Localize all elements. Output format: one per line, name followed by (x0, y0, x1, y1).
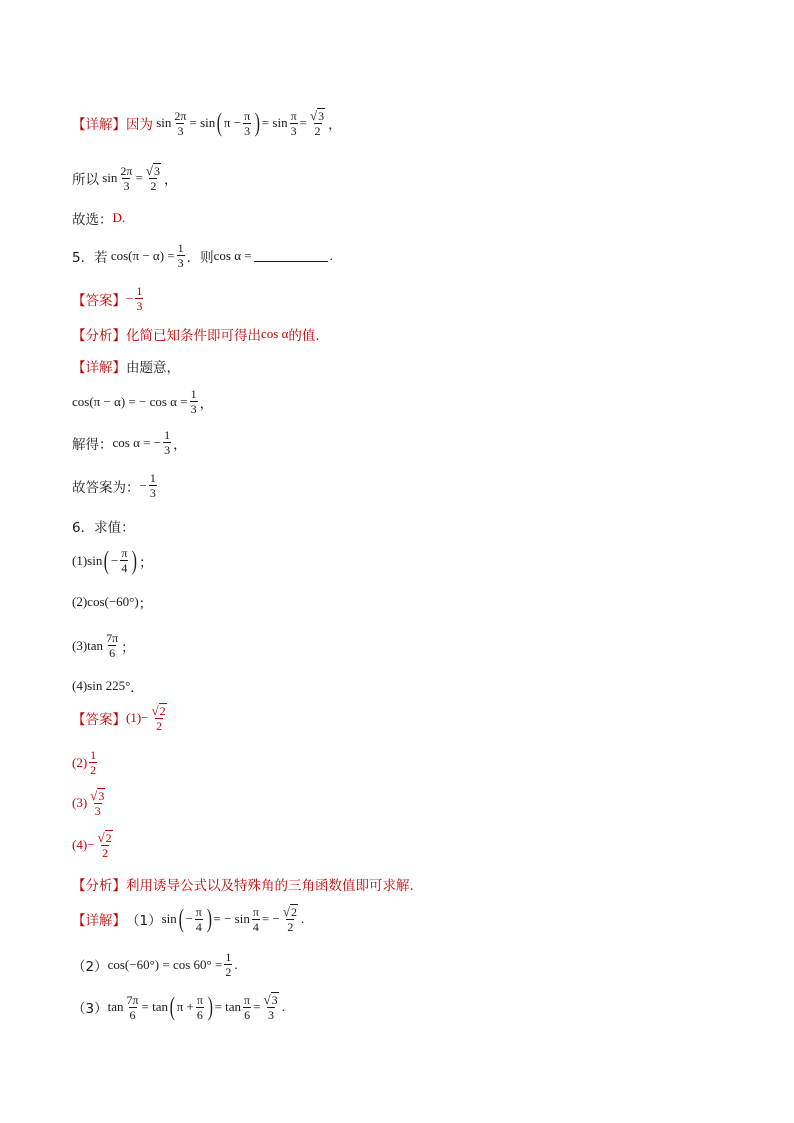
fraction: $\frac{1}{3}$ (190, 387, 197, 416)
fraction: $\frac{\pi}{4}$ (121, 546, 128, 575)
fraction: $\frac{\pi}{3}$ (290, 108, 297, 138)
detail-line-1: 【详解】 因为 sin $\frac{2\pi}{3}$ = sin ( π − $\frac{\pi}{3}$ ) = sin $\frac{\pi}{3}$ = √ 3 2 ， (72, 108, 342, 138)
q6-part-4: (4) sin 225° ． (72, 678, 144, 696)
answer-5: 【答案】 − $\frac{1}{3}$ (72, 284, 143, 313)
detail-6-2: （2） cos(−60°) = cos 60° = $\frac{1}{2}$ . (72, 950, 238, 979)
detail-tag: 【详解】 (72, 117, 126, 133)
fraction: $\frac{1}{3}$ (149, 471, 156, 500)
q6-part-3: (3) tan $\frac{7\pi}{6}$ ； (72, 631, 135, 660)
fraction: $\frac{\pi}{4}$ (252, 904, 259, 934)
part-number: (3) (72, 637, 88, 653)
question-5-number: 5．若 (72, 249, 108, 266)
because-text: 因为 (126, 117, 153, 133)
answer-6-2: (2) $\frac{1}{2}$ (72, 748, 97, 777)
detail-6-3: （3） tan $\frac{7\pi}{6}$ = tan ( π + $\frac{\pi}{6}$ ) = tan $\frac{\pi}{6}$ = √ 3 3 . (72, 992, 285, 1022)
answer-tag: 【答案】 (72, 292, 126, 309)
fraction: $\frac{1}{3}$ (164, 428, 171, 457)
choice-value: D. (112, 210, 126, 225)
fraction: √ 2 2 (151, 703, 166, 733)
answer-6-4: (4) − √ 2 2 (72, 830, 112, 860)
question-5: 5．若 cos(π − α) = $\frac{1}{3}$ ．则 cos α = . (72, 241, 333, 270)
choose-line (72, 208, 125, 228)
therefore-line: 所以 sin $\frac{2\pi}{3}$ = √ 3 2 ， (72, 163, 178, 193)
analysis-5: 【分析】 化简已知条件即可得出 cos α 的值. (72, 326, 320, 344)
answer-blank (254, 249, 328, 262)
fraction: $\frac{7\pi}{6}$ (106, 631, 119, 660)
part-number: (2) (72, 594, 88, 609)
detail-tag: 【详解】 (72, 913, 126, 929)
math-expr: sin (153, 115, 172, 130)
detail-5-text: 由题意， (126, 360, 180, 376)
detail-tag: 【详解】 (72, 360, 126, 376)
solve-line: 解得： cos α = − $\frac{1}{3}$ ， (72, 428, 187, 457)
analysis-6-text: 利用诱导公式以及特殊角的三角函数值即可求解. (126, 878, 414, 894)
question-6-title (72, 516, 135, 536)
fraction: $\frac{\pi}{6}$ (244, 992, 251, 1022)
fraction: $\frac{\pi}{6}$ (196, 992, 203, 1022)
fraction: $\frac{2\pi}{3}$ (120, 163, 133, 193)
solve-label: 解得： (72, 436, 113, 453)
choose-label: 故选： (72, 212, 113, 228)
fraction: $\frac{1}{2}$ (90, 748, 97, 777)
equation-line: cos(π − α) = − cos α = $\frac{1}{3}$ ， (72, 387, 214, 416)
fraction: √ 2 2 (282, 904, 297, 934)
final-answer-line: 故答案为： − $\frac{1}{3}$ (72, 471, 156, 500)
part-number: (1) (72, 552, 88, 568)
analysis-tag: 【分析】 (72, 878, 126, 894)
then-text: ．则 (186, 249, 214, 266)
fraction: $\frac{\pi}{4}$ (195, 904, 202, 934)
fraction: √ 2 2 (97, 830, 112, 860)
fraction: √ 3 2 (145, 163, 160, 193)
fraction: $\frac{1}{2}$ (225, 950, 232, 979)
analysis-tag: 【分析】 (72, 328, 126, 344)
fraction: √ 3 3 (90, 788, 105, 818)
question-6-label: 6．求值： (72, 520, 135, 536)
answer-6-1: 【答案】 (1) − √ 2 2 (72, 703, 166, 733)
detail-6-1: 【详解】 （1） sin ( − $\frac{\pi}{4}$ ) = − sin $\frac{\pi}{4}$ = − √ 2 2 . (72, 904, 305, 934)
fraction: $\frac{2\pi}{3}$ (174, 108, 187, 138)
analysis-6 (72, 874, 414, 894)
analysis-5-text: 化简已知条件即可得出 (126, 328, 261, 344)
fraction: $\frac{\pi}{3}$ (244, 108, 251, 138)
fraction: $\frac{1}{3}$ (136, 284, 143, 313)
fraction: √ 3 2 (309, 108, 325, 138)
q6-part-2: (2) cos(−60°) ； (72, 594, 153, 612)
q6-part-1: (1) sin ( − $\frac{\pi}{4}$ ) ； (72, 545, 153, 575)
answer-6-3: (3) √ 3 3 (72, 788, 105, 818)
fraction: √ 3 3 (263, 992, 278, 1022)
final-label: 故答案为： (72, 479, 140, 496)
analysis-5-tail: 的值. (288, 328, 320, 344)
fraction: $\frac{7\pi}{6}$ (126, 992, 139, 1022)
part-4-expr: sin 225° (87, 678, 131, 693)
detail-5 (72, 356, 180, 376)
therefore-text: 所以 (72, 172, 99, 188)
part-number: (4) (72, 678, 88, 693)
answer-tag: 【答案】 (72, 712, 126, 728)
fraction: $\frac{1}{3}$ (177, 241, 184, 270)
